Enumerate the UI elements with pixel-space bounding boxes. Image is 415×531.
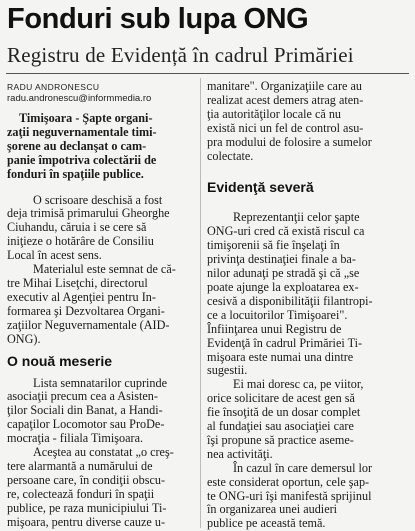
text-line: fie însoţită de un dosar complet xyxy=(207,405,361,420)
text-line: tere alarmantă a numărului de xyxy=(7,458,153,473)
column-divider xyxy=(200,78,201,528)
text-line: Evidenţă în cadrul Primăriei Ti- xyxy=(207,335,363,350)
text-line: persoane care, în condiţii obscu- xyxy=(7,472,166,487)
text-line: Timişoara - Şapte organi- xyxy=(19,111,153,125)
column-right xyxy=(207,80,407,531)
text-line: publice pe această temă. xyxy=(207,516,326,531)
section-heading: O nouă meserie xyxy=(7,352,113,369)
text-line: pra modului de folosire a sumelor xyxy=(207,134,372,149)
text-line: deja trimisă primarului Gheorghe xyxy=(7,206,170,221)
text-line: asociaţii precum cea a Asisten- xyxy=(7,389,158,404)
text-line: publice, pe raza municipiului Ti- xyxy=(7,500,167,515)
section-heading: Evidenţă severă xyxy=(207,179,314,196)
text-line: nea activităţi. xyxy=(207,446,273,461)
paragraph xyxy=(7,194,195,264)
paragraph xyxy=(207,462,407,531)
text-line: executiv al Agenţiei pentru In- xyxy=(7,289,156,304)
text-line: ONG-uri cred că există riscul ca xyxy=(207,224,365,239)
text-line: fonduri în spaţiile publice. xyxy=(7,166,144,181)
text-line: cesivă a disponibilităţii filantropi- xyxy=(207,293,373,308)
paragraph xyxy=(207,80,407,163)
text-line: privinţa destinaţiei finale a ba- xyxy=(207,252,356,267)
text-line: îşi propune să practice aseme- xyxy=(207,432,354,447)
text-line: Reprezentanţii celor şapte xyxy=(233,210,360,225)
text-line: nilor adunaţi pe stradă şi că „se xyxy=(207,266,360,281)
byline xyxy=(7,82,207,104)
text-line: Înfiinţarea unui Registru de xyxy=(207,321,342,336)
text-line: manitare". Organizaţiile care au xyxy=(207,79,362,93)
text-line: al fundaţiei sau asociaţiei care xyxy=(207,419,354,434)
paragraph xyxy=(7,446,195,529)
paragraph xyxy=(7,377,195,447)
text-line: zaţii neguvernamentale timi- xyxy=(7,124,157,139)
lead-paragraph xyxy=(7,112,195,182)
text-line: Ei mai doresc ca, pe viitor, xyxy=(233,377,364,392)
text-line: formarea şi Dezvoltarea Organi- xyxy=(7,303,165,318)
text-line: iniţieze o hotărâre de Consiliu xyxy=(7,234,154,249)
text-line: Ciuhandu, căruia i se cere să xyxy=(7,220,147,235)
text-line: ţia autorităţilor locale că nu xyxy=(207,106,342,121)
text-line: Local în acest sens. xyxy=(7,248,102,263)
paragraph xyxy=(7,263,195,346)
text-line: orice solicitare de acest gen să xyxy=(207,391,355,406)
text-line: mişoara, pentru diverse cauze u- xyxy=(7,514,166,529)
paragraph xyxy=(207,378,407,461)
text-line: O scrisoare deschisă a fost xyxy=(33,192,163,207)
text-line: ONG). xyxy=(7,331,41,346)
text-line: Lista semnatarilor cuprinde xyxy=(33,375,168,390)
text-line: şorene au declanşat o cam- xyxy=(7,138,147,153)
paragraph xyxy=(207,211,407,378)
text-line: există nici un fel de control asu- xyxy=(207,120,364,135)
text-line: realizat acest demers atrag aten- xyxy=(207,92,364,107)
text-line: zaţiilor Neguvernamentale (AID- xyxy=(7,317,170,332)
header-rule xyxy=(6,73,409,74)
text-line: poate ajunge la exploatarea ex- xyxy=(207,279,359,294)
text-line: re, colectează fonduri în spaţii xyxy=(7,486,155,501)
text-line: mocraţia - filiala Timişoara. xyxy=(7,431,144,446)
text-line: capaţilor Locomotor sau ProDe- xyxy=(7,417,165,432)
column-left xyxy=(7,112,195,529)
text-line: În cazul în care demersul lor xyxy=(233,460,373,475)
text-line: este considerat oportun, cele şap- xyxy=(207,474,370,489)
text-line: Materialul este semnat de că- xyxy=(33,262,176,277)
byline-author: RADU ANDRONESCU xyxy=(7,82,100,92)
text-line: Aceştea au constatat „o creş- xyxy=(33,445,174,460)
text-line: ţilor Sociali din Banat, a Handi- xyxy=(7,403,163,418)
byline-email[interactable]: radu.andronescu@informmedia.ro xyxy=(7,93,152,104)
text-line: te ONG-uri îşi manifestă sprijinul xyxy=(207,488,372,503)
text-line: panie împotriva colectării de xyxy=(7,152,157,167)
text-line: colectate. xyxy=(207,148,254,163)
text-line: mişoara este numai una dintre xyxy=(207,349,354,364)
text-line: sugestii. xyxy=(207,363,248,378)
text-line: în organizarea unei audieri xyxy=(207,502,338,517)
headline: Fonduri sub lupa ONG xyxy=(7,3,309,35)
subheadline: Registru de Evidență în cadrul Primăriei xyxy=(7,43,354,67)
text-line: tre Mihai Liseţchi, directorul xyxy=(7,275,148,290)
text-line: timişorenii să fie înşelaţi în xyxy=(207,238,340,253)
text-line: ce a locuitorilor Timişoarei". xyxy=(207,307,348,322)
